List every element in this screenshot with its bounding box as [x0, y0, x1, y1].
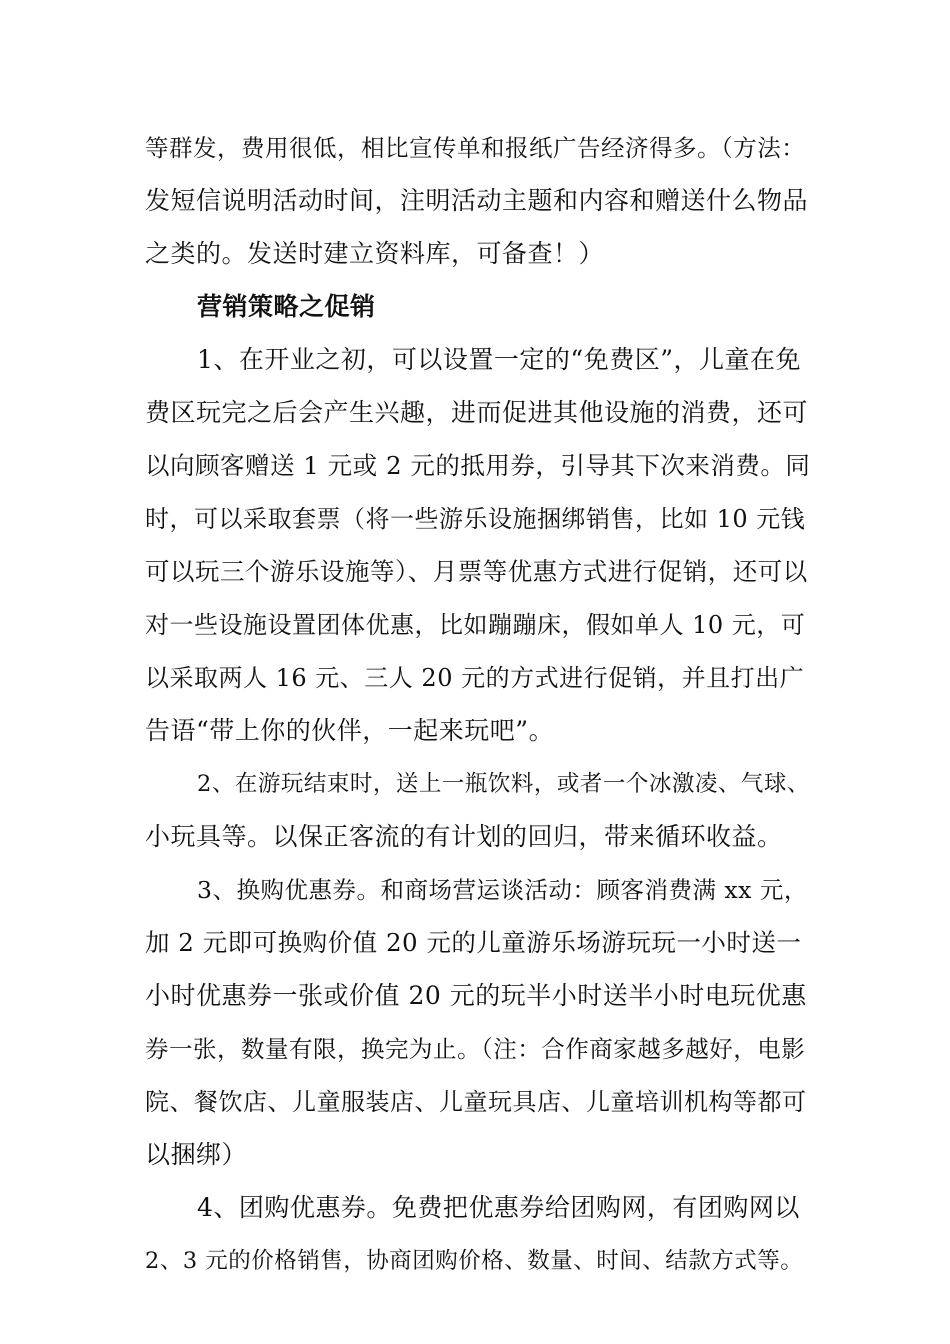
- item-1-line-1: 1、在开业之初，可以设置一定的“免费区”，儿童在免: [197, 345, 801, 374]
- item-4-line-1: 4、团购优惠券。免费把优惠券给团购网，有团购网以: [197, 1193, 800, 1222]
- item-1-line-5: 可以玩三个游乐设施等）、月票等优惠方式进行促销，还可以: [145, 557, 808, 586]
- item-3-line-3: 小时优惠券一张或价值 20 元的玩半小时送半小时电玩优惠: [145, 981, 807, 1010]
- body-line-3: 之类的。发送时建立资料库，可备查！）: [145, 239, 605, 268]
- item-1-line-7: 以采取两人 16 元、三人 20 元的方式进行促销，并且打出广: [145, 664, 805, 692]
- item-1-line-2: 费区玩完之后会产生兴趣，进而促进其他设施的消费，还可: [145, 398, 809, 427]
- item-1-line-6: 对一些设施设置团体优惠，比如蹦蹦床，假如单人 10 元，可: [145, 611, 806, 639]
- section-heading: 营销策略之促销: [197, 292, 376, 321]
- item-1-line-8: 告语“带上你的伙伴，一起来玩吧”。: [145, 716, 555, 745]
- item-3-line-1: 3、换购优惠券。和商场营运谈活动：顾客消费满 xx 元，: [197, 876, 808, 904]
- item-4-line-2: 2、3 元的价格销售，协商团购价格、数量、时间、结款方式等。: [145, 1248, 804, 1274]
- item-2-line-1: 2、在游玩结束时，送上一瓶饮料，或者一个冰激凌、气球、: [197, 771, 810, 797]
- item-3-line-2: 加 2 元即可换购价值 20 元的儿童游乐场游玩玩一小时送一: [145, 928, 802, 957]
- item-3-line-6: 以捆绑）: [145, 1140, 248, 1169]
- item-1-line-3: 以向顾客赠送 1 元或 2 元的抵用券，引导其下次来消费。同: [145, 451, 811, 480]
- item-2-line-2: 小玩具等。以保正客流的有计划的回归，带来循环收益。: [145, 822, 783, 851]
- document-body: [145, 128, 813, 1294]
- body-line-1: 等群发，费用很低，相比宣传单和报纸广告经济得多。（方法：: [145, 134, 806, 162]
- item-1-line-4: 时，可以采取套票（将一些游乐设施捆绑销售，比如 10 元钱: [145, 505, 806, 533]
- item-3-line-4: 券一张，数量有限，换完为止。（注：合作商家越多越好，电影: [145, 1035, 806, 1063]
- body-line-2: 发短信说明活动时间，注明活动主题和内容和赠送什么物品: [145, 186, 809, 215]
- item-3-line-5: 院、餐饮店、儿童服装店、儿童玩具店、儿童培训机构等都可: [145, 1088, 807, 1116]
